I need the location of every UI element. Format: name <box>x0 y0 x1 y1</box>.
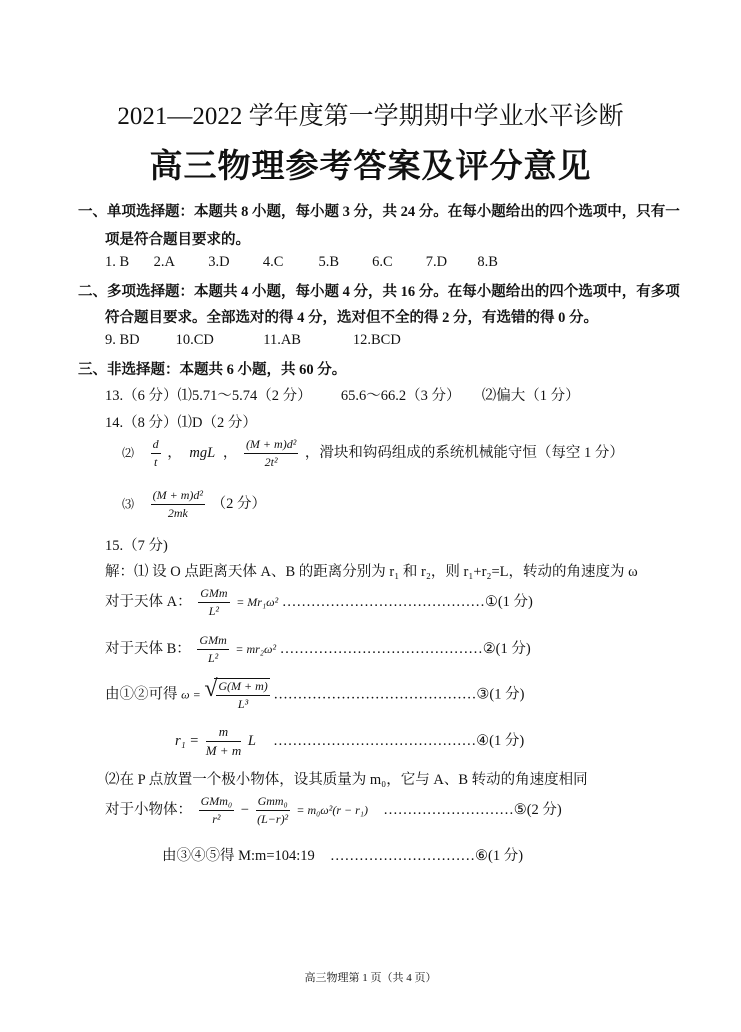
answer-5: 5.B <box>318 254 340 270</box>
section3-heading: 三、非选择题：本题共 6 小题，共 60 分。 <box>78 362 347 378</box>
q15-eq4: r₁ = $\frac{m}{M + m}$ L ……………………………………④(1 分) <box>175 724 525 758</box>
section2-answers <box>105 332 401 349</box>
q14-fraction-k: $\frac{\text{(M + m)d²}}{2mk}$ <box>152 488 203 520</box>
q14-fraction-d-over-t: $\frac{d}{t}$ <box>152 437 159 469</box>
q14-part2-label: ⑵ <box>122 445 135 460</box>
section2-heading-line1: 二、多项选择题：本题共 4 小题，每小题 4 分，共 16 分。在每小题给出的四个选项中，有多项 <box>78 284 680 300</box>
answer-11: 11.AB <box>263 332 301 348</box>
q15-line2: ⑵在 P 点放置一个极小物体，设其质量为 m₀，它与 A、B 转动的角速度相同 <box>105 772 588 788</box>
q15-eq1: 对于天体 A： $\frac{\text{GMm}}{\text{L²}}$ = Mr₁ω² ……………………………………①(1 分) <box>105 586 533 618</box>
q14-part3-tail: （2 分） <box>211 495 266 512</box>
answer-7: 7.D <box>425 254 448 270</box>
answer-2: 2.A <box>153 254 175 270</box>
q15-eq2: 对于天体 B： $\frac{\text{GMm}}{\text{L²}}$ = mr₂ω² ……………………………………②(1 分) <box>105 633 531 665</box>
q15-eq3: 由①②可得 ω = √ $\frac{G(M + m)}{\text{L³}}$ ……………………………………③(1 分) <box>105 676 525 711</box>
q14-part3-label: ⑶ <box>122 496 135 511</box>
q15-eq6: 由③④⑤得 M:m=104:19 …………………………⑥(1 分) <box>162 848 524 864</box>
page-footer: 高三物理第 1 页（共 4 页） <box>304 972 437 984</box>
section1-heading-line1: 一、单项选择题：本题共 8 小题，每小题 3 分，共 24 分。在每小题给出的四个选项中，只有一 <box>78 204 680 220</box>
q13-line <box>105 384 580 405</box>
q14-part3 <box>122 488 266 521</box>
answer-12: 12.BCD <box>352 332 401 348</box>
answer-4: 4.C <box>262 254 284 270</box>
document-subtitle: 高三物理参考答案及评分意见 <box>149 149 592 185</box>
answer-1: 1. B <box>105 254 130 270</box>
q14-part2: ⑵ $\frac{d}{t}$ ， mgL ， $\frac{\text{(M + m)d²}}{\text{2t²}}$ ，滑块和钩码组成的系统机械能守恒（每空 1 分） <box>122 437 624 469</box>
document-title: 2021—2022 学年度第一学期期中学业水平诊断 <box>117 103 624 130</box>
section2-heading-line2: 符合题目要求。全部选对的得 4 分，选对但不全的得 2 分，有选错的得 0 分。 <box>105 310 598 326</box>
q15-head: 15.（7 分) <box>105 538 168 554</box>
q13-mid: 65.6～66.2（3 分） <box>340 388 461 404</box>
q13-tail: ⑵偏大（1 分） <box>481 388 580 404</box>
q15-line1: 解：⑴ 设 O 点距离天体 A、B 的距离分别为 r₁ 和 r₂，则 r₁+r₂=L，转动的角速度为 ω <box>105 564 638 580</box>
q14-part2-tail: ，滑块和钩码组成的系统机械能守恒（每空 1 分） <box>304 444 624 461</box>
answer-10: 10.CD <box>175 332 214 348</box>
answer-3: 3.D <box>208 254 230 270</box>
section1-answers <box>105 254 498 271</box>
answer-6: 6.C <box>372 254 393 270</box>
q13-head: 13.（6 分）⑴5.71～5.74（2 分） <box>105 388 312 404</box>
section1-heading-line2: 项是符合题目要求的。 <box>105 232 250 248</box>
q14-term-mgl: mgL <box>189 444 216 461</box>
answer-8: 8.B <box>477 254 498 270</box>
sqrt-sign: √ $\frac{G(M + m)}{\text{L³}}$ <box>204 676 268 711</box>
answer-9: 9. BD <box>105 332 140 348</box>
q14-fraction-energy: $\frac{\text{(M + m)d²}}{\text{2t²}}$ <box>245 437 297 469</box>
q14-head: 14.（8 分）⑴D（2 分） <box>105 415 257 431</box>
q15-eq5: 对于小物体： $\frac{\text{GMm₀}}{\text{r²}}$ − $\frac{\text{Gmm₀}}{\text{(L−r)²}}$ = m₀ω²(r − r₁) ………………………⑤(2 分) <box>105 794 562 826</box>
